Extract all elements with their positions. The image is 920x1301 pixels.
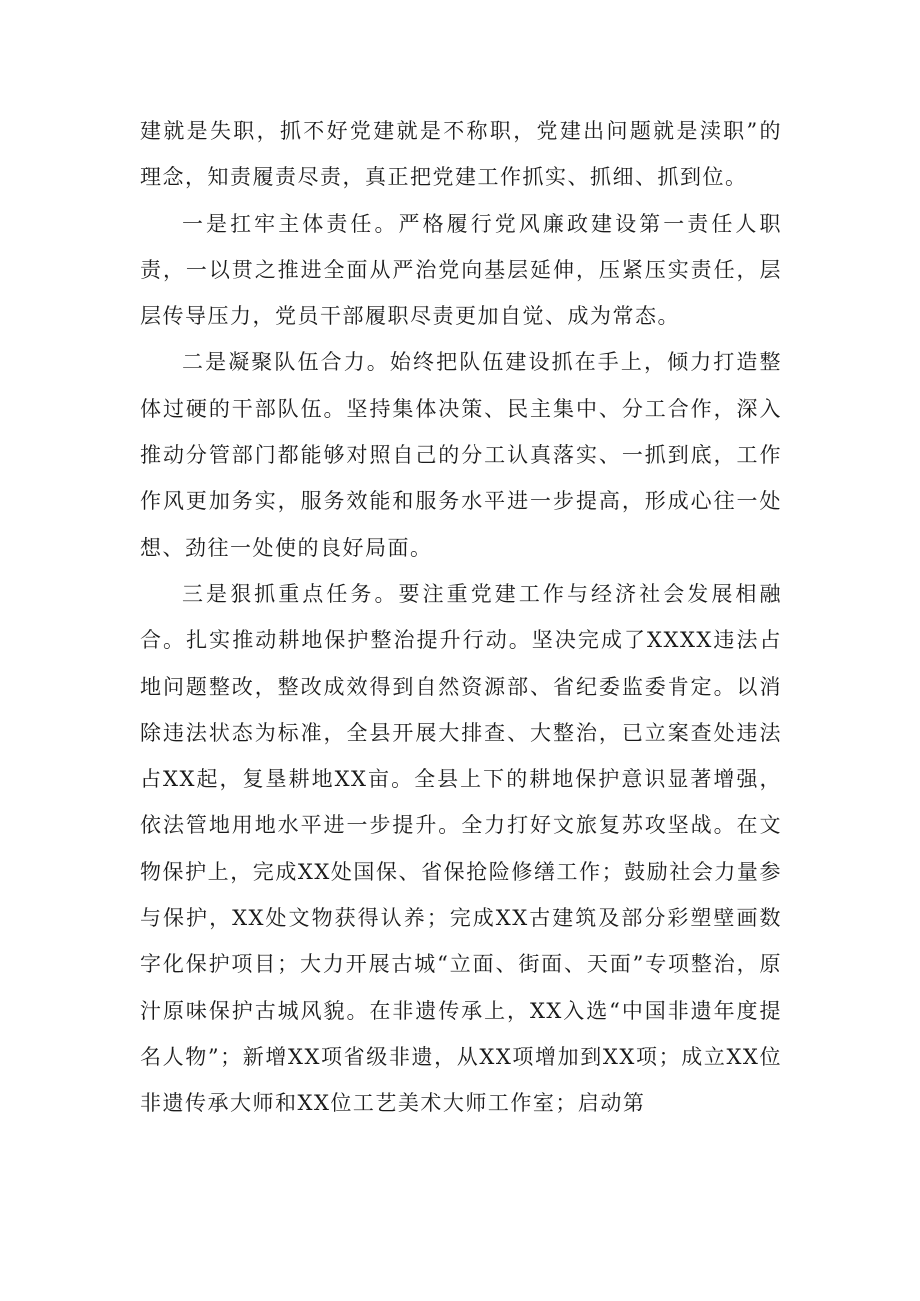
paragraph-4: 三是狠抓重点任务。要注重党建工作与经济社会发展相融合。扎实推动耕地保护整治提升行动。坚决完成了XXXX违法占地问题整改，整改成效得到自然资源部、省纪委监委肯定。以消除违法状态为标准，全县开展大排查、大整治，已立案查处违法占XX起，复垦耕地XX亩。全县上下的耕地保护意识显著增强，依法管地用地水平进一步提升。全力打好文旅复苏攻坚战。在文物保护上，完成XX处国保、省保抢险修缮工作；鼓励社会力量参与保护，XX处文物获得认养；完成XX古建筑及部分彩塑壁画数字化保护项目；大力开展古城“立面、街面、天面”专项整治，原汁原味保护古城风貌。在非遗传承上，XX入选“中国非遗年度提名人物”；新增XX项省级非遗，从XX项增加到XX项；成立XX位非遗传承大师和XX位工艺美术大师工作室；启动第 bbox=[140, 581, 782, 1116]
paragraph-3: 二是凝聚队伍合力。始终把队伍建设抓在手上，倾力打造整体过硬的干部队伍。坚持集体决策、民主集中、分工合作，深入推动分管部门都能够对照自己的分工认真落实、一抓到底，工作作风更加务实，服务效能和服务水平进一步提高，形成心往一处想、劲往一处使的良好局面。 bbox=[140, 350, 782, 560]
paragraph-2: 一是扛牢主体责任。严格履行党风廉政建设第一责任人职责，一以贯之推进全面从严治党向基层延伸，压紧压实责任，层层传导压力，党员干部履职尽责更加自觉、成为常态。 bbox=[140, 211, 782, 329]
paragraph-1: 建就是失职，抓不好党建就是不称职，党建出问题就是渎职”的理念，知责履责尽责，真正把党建工作抓实、抓细、抓到位。 bbox=[140, 119, 782, 190]
document-body bbox=[140, 108, 782, 1127]
